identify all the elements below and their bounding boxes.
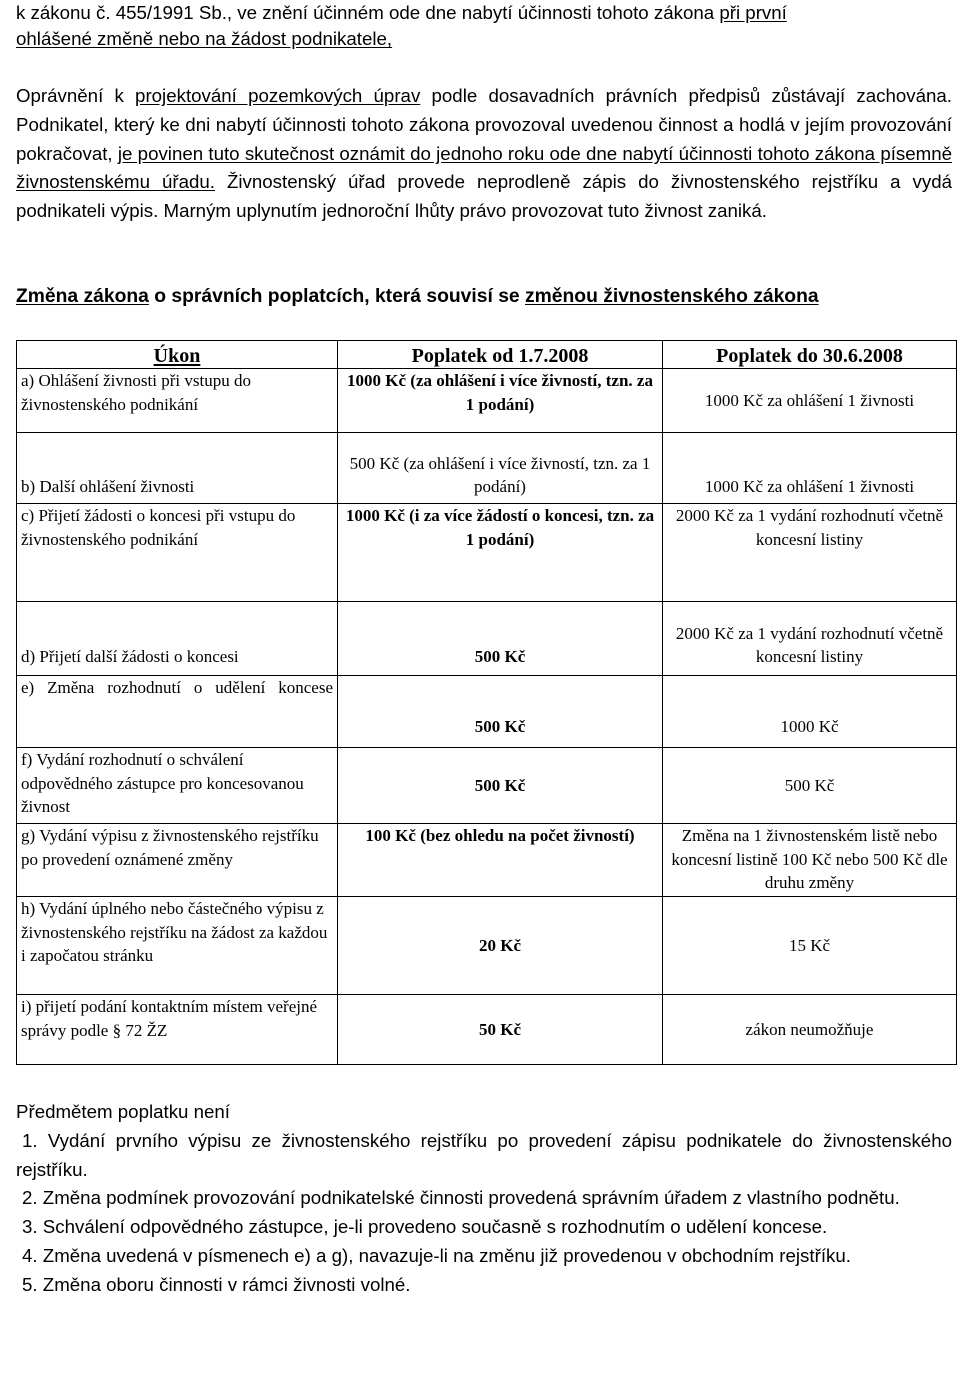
transition-paragraph	[16, 82, 952, 226]
cell-ukon: a) Ohlášení živnosti při vstupu do živnostenského podnikání	[17, 369, 338, 433]
cell-fee-until: 500 Kč	[663, 748, 957, 824]
cell-fee-until: 2000 Kč za 1 vydání rozhodnutí včetně koncesní listiny	[663, 602, 957, 676]
exemptions-section	[16, 1098, 952, 1300]
intro-text	[16, 0, 952, 52]
cell-fee-from: 500 Kč	[338, 602, 663, 676]
exemptions-list	[16, 1127, 952, 1300]
cell-fee-from: 100 Kč (bez ohledu na počet živností)	[338, 824, 663, 897]
table-row	[17, 824, 957, 897]
cell-fee-from: 1000 Kč (i za více žádostí o koncesi, tzn. za 1 podání)	[338, 504, 663, 602]
cell-ukon: d) Přijetí další žádosti o koncesi	[17, 602, 338, 676]
cell-fee-from: 500 Kč	[338, 676, 663, 748]
list-item: 3. Schválení odpovědného zástupce, je-li provedeno současně s rozhodnutím o udělení koncese.	[22, 1216, 828, 1238]
table-row	[17, 504, 957, 602]
cell-fee-from: 1000 Kč (za ohlášení i více živností, tzn. za 1 podání)	[338, 369, 663, 433]
table-row	[17, 602, 957, 676]
cell-fee-until: 1000 Kč za ohlášení 1 živnosti	[663, 433, 957, 504]
intro-line-1: k zákonu č. 455/1991 Sb., ve znění účinném ode dne nabytí účinnosti tohoto zákona při první	[16, 2, 787, 23]
cell-ukon: f) Vydání rozhodnutí o schválení odpovědného zástupce pro koncesovanou živnost	[17, 748, 338, 824]
cell-fee-until: 15 Kč	[663, 897, 957, 995]
cell-fee-from: 20 Kč	[338, 897, 663, 995]
column-header-fee-until: Poplatek do 30.6.2008	[663, 341, 957, 369]
table-row	[17, 897, 957, 995]
column-header-fee-from: Poplatek od 1.7.2008	[338, 341, 663, 369]
column-header-ukon: Úkon	[17, 341, 338, 369]
cell-ukon: h) Vydání úplného nebo částečného výpisu z živnostenského rejstříku na žádost za každou i započatou stránku	[17, 897, 338, 995]
cell-fee-from: 500 Kč	[338, 748, 663, 824]
cell-fee-until: Změna na 1 živnostenském listě nebo koncesní listině 100 Kč nebo 500 Kč dle druhu změny	[663, 824, 957, 897]
list-item: 5. Změna oboru činnosti v rámci živnosti volné.	[22, 1273, 411, 1295]
list-item: 2. Změna podmínek provozování podnikatelské činnosti provedená správním úřadem z vlastního podnětu.	[22, 1187, 900, 1209]
table-row	[17, 676, 957, 748]
table-header-row	[17, 341, 957, 369]
table-row	[17, 369, 957, 433]
cell-fee-from: 500 Kč (za ohlášení i více živností, tzn. za 1 podání)	[338, 433, 663, 504]
intro-line-2: ohlášené změně nebo na žádost podnikatele,	[16, 28, 393, 49]
table-row	[17, 748, 957, 824]
cell-ukon: i) přijetí podání kontaktním místem veřejné správy podle § 72 ŽZ	[17, 995, 338, 1065]
cell-ukon: b) Další ohlášení živnosti	[17, 433, 338, 504]
table-row	[17, 995, 957, 1065]
section-heading: Změna zákona o správních poplatcích, která souvisí se změnou živnostenského zákona	[16, 286, 819, 307]
paragraph-text: Oprávnění k projektování pozemkových úprav podle dosavadních právních předpisů zůstávají zachována. Podnikatel, který ke dni nabytí účinnosti tohoto zákona provozoval uvedenou činnost a hodlá v jejím provozování pokračovat, je povinen tuto skutečnost oznámit do jednoho roku ode dne nabytí účinnosti tohoto zákona písemně živnostenskému úřadu. Živnostenský úřad provede neprodleně zápis do živnostenského rejstříku a vydá podnikateli výpis. Marným uplynutím jednoroční lhůty právo provozovat tuto živnost zaniká.	[16, 85, 952, 222]
fee-table	[16, 340, 957, 1065]
cell-ukon: c) Přijetí žádosti o koncesi při vstupu do živnostenského podnikání	[17, 504, 338, 602]
table-row	[17, 433, 957, 504]
exemptions-title: Předmětem poplatku není	[16, 1101, 230, 1122]
cell-fee-until: 1000 Kč	[663, 676, 957, 748]
cell-ukon: g) Vydání výpisu z živnostenského rejstříku po provedení oznámené změny	[17, 824, 338, 897]
cell-ukon: e) Změna rozhodnutí o udělení koncese	[17, 676, 338, 748]
list-item: 1. Vydání prvního výpisu ze živnostenského rejstříku po provedení zápisu podnikatele do živnostenského rejstříku.	[16, 1129, 952, 1180]
cell-fee-until: 1000 Kč za ohlášení 1 živnosti	[663, 369, 957, 433]
cell-fee-from: 50 Kč	[338, 995, 663, 1065]
cell-fee-until: zákon neumožňuje	[663, 995, 957, 1065]
cell-fee-until: 2000 Kč za 1 vydání rozhodnutí včetně koncesní listiny	[663, 504, 957, 602]
list-item: 4. Změna uvedená v písmenech e) a g), navazuje-li na změnu již provedenou v obchodním rejstříku.	[22, 1244, 851, 1266]
